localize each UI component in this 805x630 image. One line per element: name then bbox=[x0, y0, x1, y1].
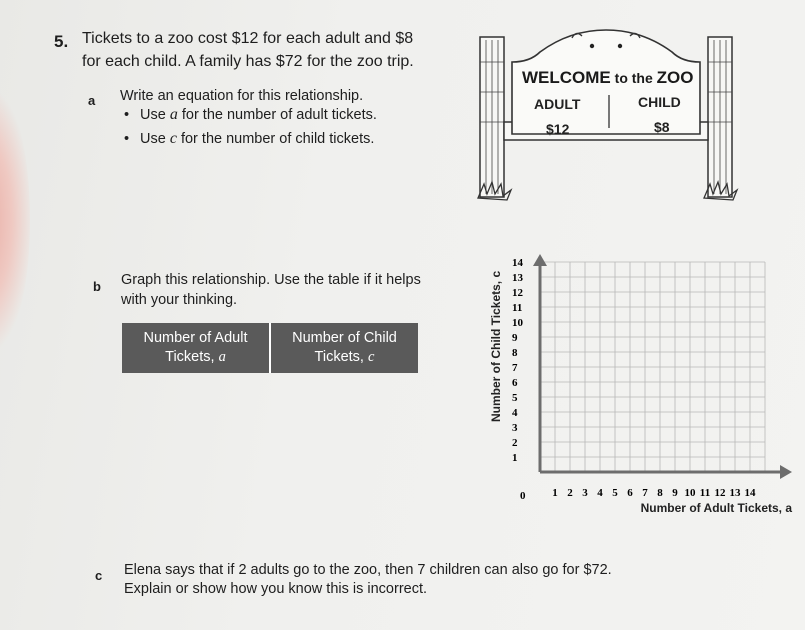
x-tick-label: 11 bbox=[699, 487, 711, 499]
col-adult-line1: Number of Adult bbox=[143, 330, 248, 346]
y-tick-label: 14 bbox=[512, 257, 523, 269]
y-tick-label: 6 bbox=[512, 377, 518, 389]
question-text-line1: Tickets to a zoo cost $12 for each adult and $8 bbox=[82, 30, 414, 47]
y-axis-label: Number of Child Tickets, c bbox=[489, 270, 503, 422]
bullet-icon: • bbox=[124, 131, 130, 147]
x-tick-label: 7 bbox=[642, 487, 648, 499]
x-tick-label: 6 bbox=[627, 487, 633, 499]
part-c-letter: c bbox=[95, 568, 103, 583]
x-tick-label: 13 bbox=[729, 487, 741, 499]
x-tick-label: 1 bbox=[552, 487, 558, 499]
part-a-prompt: Write an equation for this relationship. bbox=[120, 88, 364, 104]
x-axis-arrow-icon bbox=[780, 465, 792, 479]
y-tick-label: 9 bbox=[512, 332, 518, 344]
part-a-bullet-1 bbox=[124, 106, 377, 124]
sign-adult-label: ADULT bbox=[534, 96, 581, 112]
bullet-1-text-post: for the number of adult tickets. bbox=[177, 107, 377, 123]
x-tick-label: 5 bbox=[612, 487, 618, 499]
y-tick-label: 13 bbox=[512, 272, 523, 284]
origin-label: 0 bbox=[520, 490, 526, 502]
x-tick-label: 2 bbox=[567, 487, 573, 499]
y-tick-label: 5 bbox=[512, 392, 518, 404]
bullet-1-text-pre: Use bbox=[140, 107, 170, 123]
col-child-line2: Tickets, bbox=[314, 349, 368, 365]
bullet-icon: • bbox=[124, 107, 130, 123]
col-adult-variable: a bbox=[218, 349, 226, 365]
y-tick-label: 11 bbox=[512, 302, 523, 314]
sign-welcome: WELCOME to the ZOO bbox=[522, 68, 694, 87]
x-tick-label: 10 bbox=[684, 487, 696, 499]
y-tick-labels bbox=[512, 257, 524, 464]
page-edge-shadow bbox=[0, 90, 30, 350]
x-tick-label: 9 bbox=[672, 487, 678, 499]
col-adult-line2: Tickets, bbox=[165, 349, 219, 365]
col-child-variable: c bbox=[368, 349, 375, 365]
sign-child-label: CHILD bbox=[638, 94, 681, 110]
bullet-2-text-post: for the number of child tickets. bbox=[176, 131, 375, 147]
x-tick-label: 3 bbox=[582, 487, 588, 499]
part-b-line2: with your thinking. bbox=[121, 292, 238, 308]
x-tick-label: 4 bbox=[597, 487, 603, 499]
sign-adult-price: $12 bbox=[546, 121, 570, 137]
part-c-line1: Elena says that if 2 adults go to the zoo, then 7 children can also go for $72. bbox=[124, 562, 612, 578]
part-a-bullet-2 bbox=[124, 130, 374, 148]
y-axis-arrow-icon bbox=[533, 254, 547, 266]
question-number: 5. bbox=[54, 32, 69, 51]
col-child-line1: Number of Child bbox=[292, 330, 397, 346]
part-a-letter: a bbox=[88, 93, 96, 108]
part-b-line1: Graph this relationship. Use the table if it helps bbox=[121, 272, 421, 288]
table-header-col-adult bbox=[122, 323, 271, 373]
x-tick-label: 8 bbox=[657, 487, 663, 499]
x-tick-labels bbox=[552, 487, 756, 499]
table-header-col-child bbox=[271, 323, 418, 373]
part-c-line2: Explain or show how you know this is incorrect. bbox=[124, 581, 428, 597]
animal-eye-icon bbox=[618, 44, 622, 48]
y-tick-label: 10 bbox=[512, 317, 523, 329]
sign-child-price: $8 bbox=[654, 119, 670, 135]
animal-eye-icon bbox=[590, 44, 594, 48]
bullet-1-variable: a bbox=[169, 106, 178, 123]
y-tick-label: 12 bbox=[512, 287, 523, 299]
y-tick-label: 1 bbox=[512, 452, 518, 464]
zoo-sign-illustration bbox=[470, 22, 770, 222]
question-text-line2: for each child. A family has $72 for the zoo trip. bbox=[82, 53, 414, 70]
x-axis-label: Number of Adult Tickets, a bbox=[640, 501, 792, 515]
coordinate-graph bbox=[480, 252, 800, 527]
graph-grid bbox=[540, 262, 765, 472]
y-tick-label: 3 bbox=[512, 422, 518, 434]
bullet-2-variable: c bbox=[169, 130, 177, 147]
y-tick-label: 7 bbox=[512, 362, 518, 374]
y-tick-label: 2 bbox=[512, 437, 518, 449]
y-tick-label: 8 bbox=[512, 347, 518, 359]
bullet-2-text-pre: Use bbox=[140, 131, 170, 147]
x-tick-label: 12 bbox=[714, 487, 726, 499]
x-tick-label: 14 bbox=[744, 487, 756, 499]
table-header bbox=[122, 323, 418, 373]
part-b-letter: b bbox=[93, 279, 101, 294]
y-tick-label: 4 bbox=[512, 407, 518, 419]
